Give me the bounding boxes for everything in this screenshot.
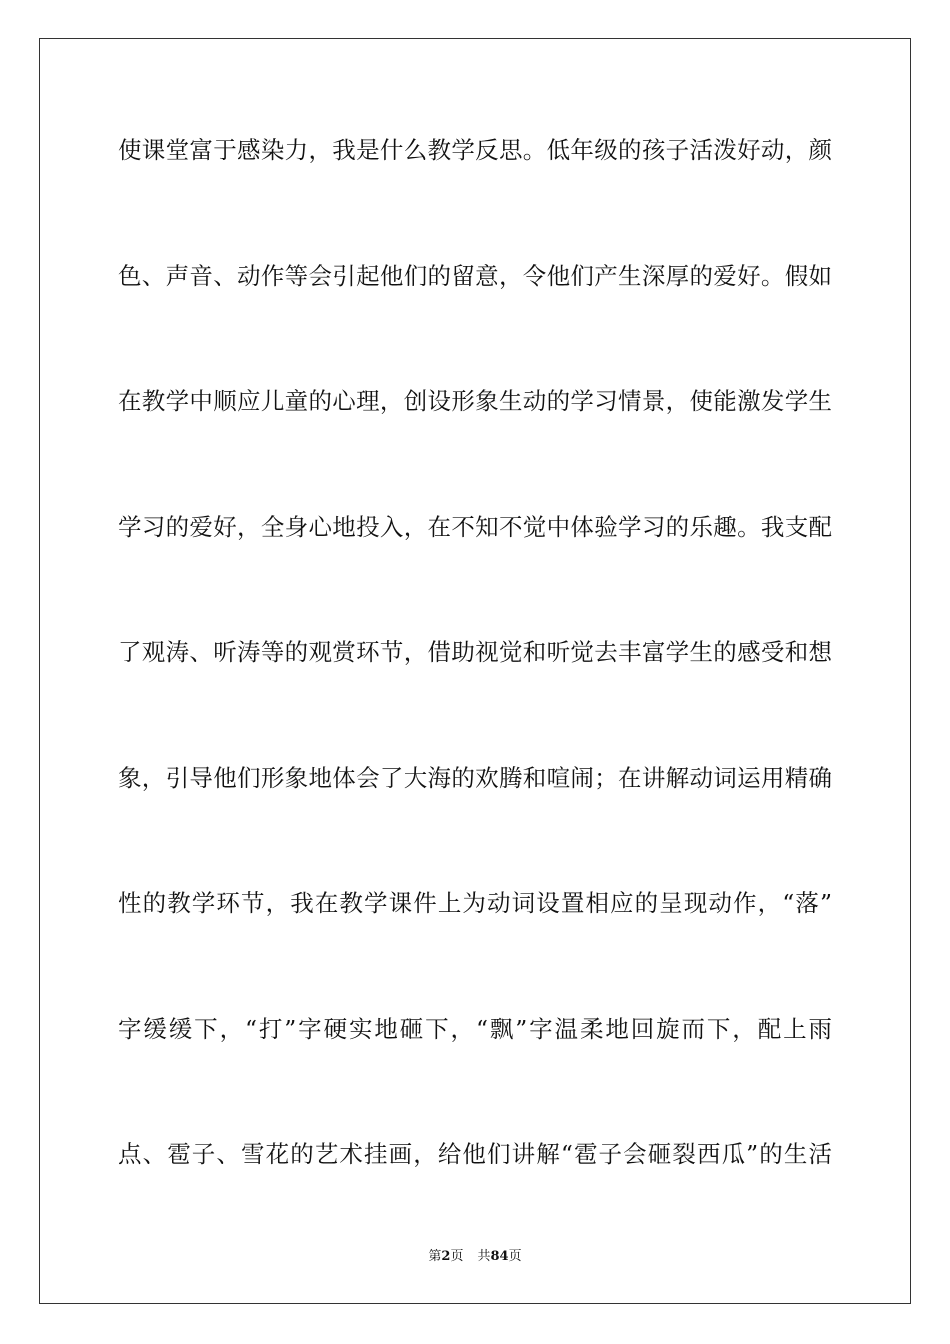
text-line: 色、声音、动作等会引起他们的留意，令他们产生深厚的爱好。假如 (118, 261, 832, 290)
text-line: 点、雹子、雪花的艺术挂画，给他们讲解“雹子会砸裂西瓜”的生活 (118, 1140, 832, 1168)
total-prefix: 共 (477, 1249, 491, 1264)
page-suffix: 页 (450, 1249, 464, 1264)
page-number: 2 (441, 1249, 451, 1264)
text-line: 了观涛、听涛等的观赏环节，借助视觉和听觉去丰富学生的感受和想 (118, 638, 832, 666)
page-footer (0, 1247, 950, 1267)
text-line: 字缓缓下，“打”字硬实地砸下，“飘”字温柔地回旋而下，配上雨 (118, 1014, 832, 1043)
text-line: 使课堂富于感染力，我是什么教学反思。低年级的孩子活泼好动，颜 (118, 136, 832, 164)
text-line: 学习的爱好，全身心地投入，在不知不觉中体验学习的乐趣。我支配 (118, 512, 832, 541)
text-line: 在教学中顺应儿童的心理，创设形象生动的学习情景，使能激发学生 (118, 387, 832, 415)
total-suffix: 页 (508, 1249, 522, 1264)
total-pages: 84 (490, 1249, 509, 1264)
text-line: 象，引导他们形象地体会了大海的欢腾和喧闹；在讲解动词运用精确 (118, 763, 832, 792)
text-line: 性的教学环节，我在教学课件上为动词设置相应的呈现动作，“落” (118, 889, 832, 917)
page-prefix: 第 (428, 1249, 442, 1264)
document-body (118, 130, 832, 1260)
